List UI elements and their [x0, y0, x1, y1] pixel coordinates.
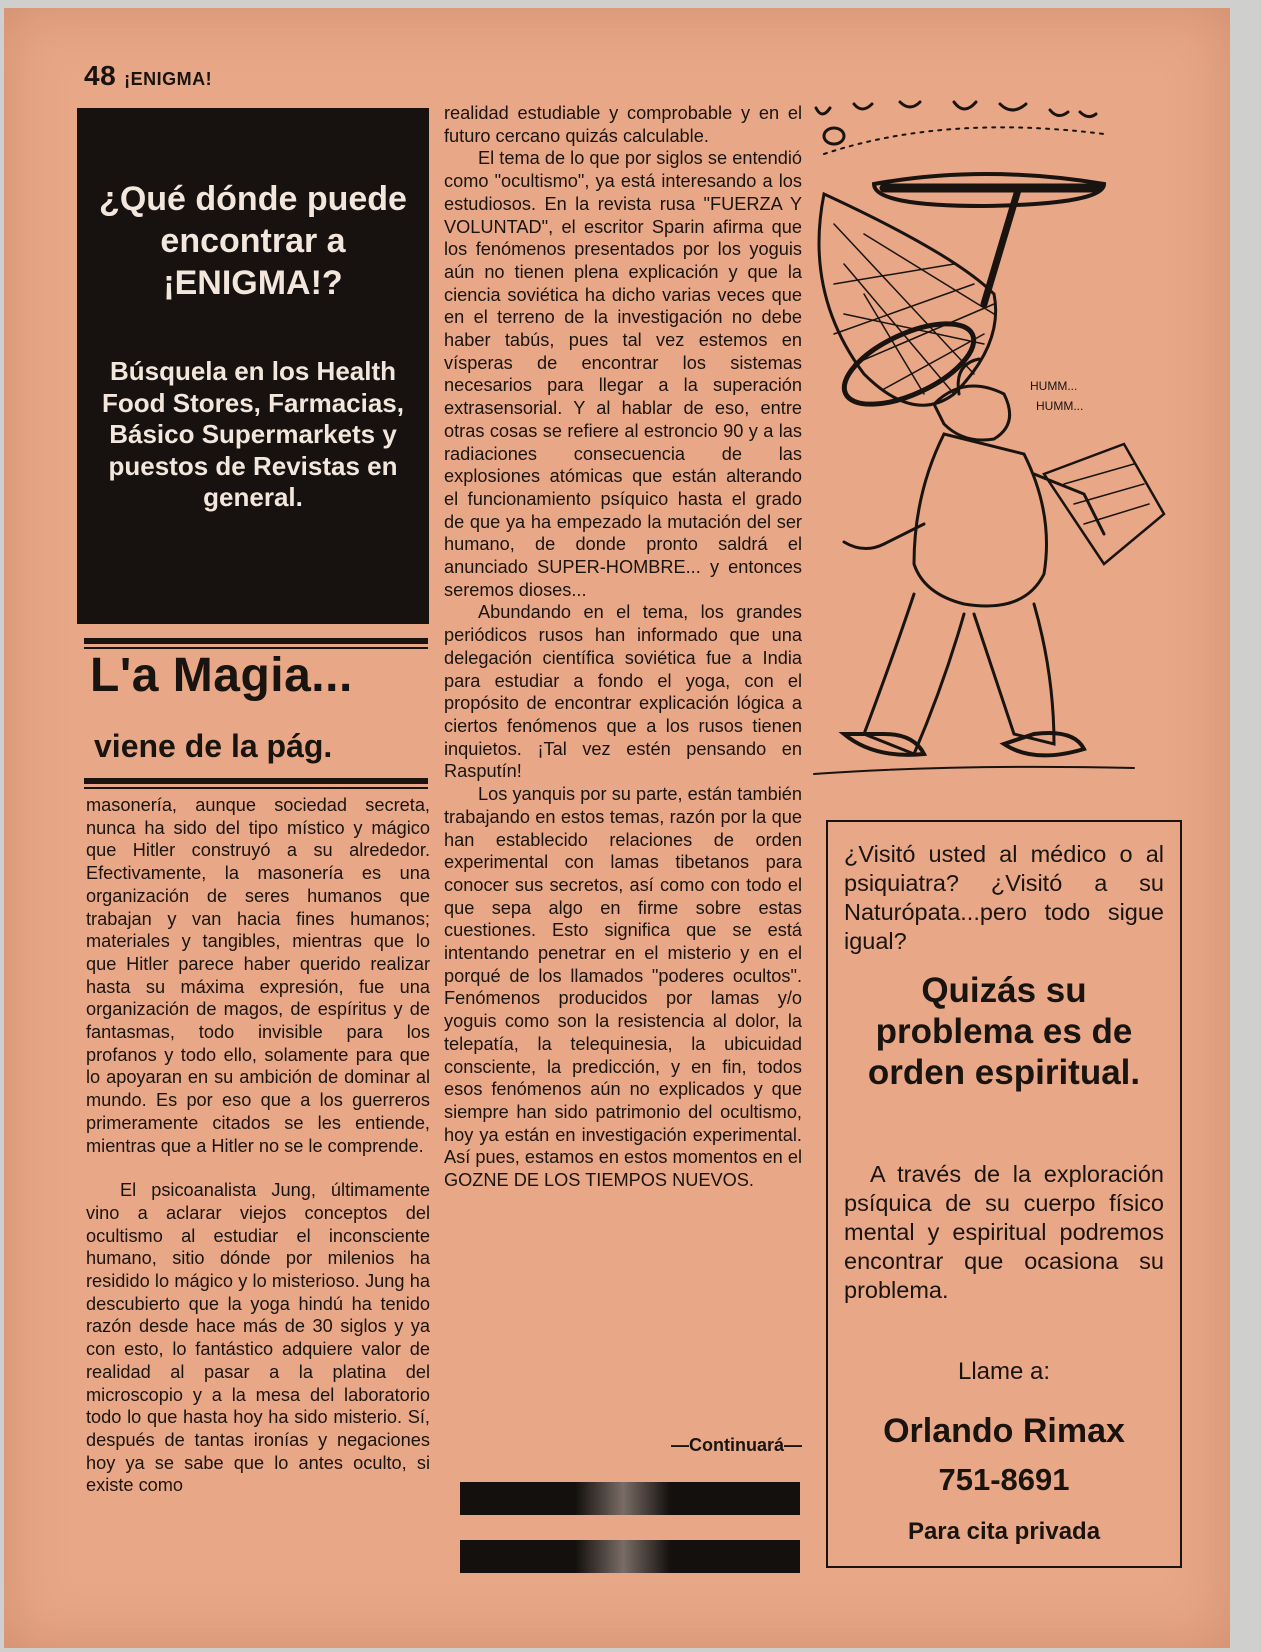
- paragraph: El tema de lo que por siglos se entendió como "ocultismo", ya está interesando a los estudiosos. En la revista rusa "FUERZA Y VOLUNTAD", el escritor Sparin afirma que los fenómenos presentados por los yoguis aún no tienen plena explicación y que la ciencia soviética ha dicho varias veces que en el terreno de la investigación no debe haber tabús, pues tal vez estemos en vísperas de encontrar los sistemas necesarios para llegar a la superación extrasensorial. Y al hablar de eso, entre otras cosas se refiere al estroncio 90 y a las radiaciones consecuencia de las explosiones atómicas que están alterando el funcionamiento psíquico hasta el grado de que ya ha empezado la mutación del ser humano, de donde pronto saldrá el anunciado SUPER-HOMBRE... y entonces seremos dioses...: [444, 148, 802, 600]
- page-header: [84, 60, 212, 92]
- article-column-2: [444, 102, 802, 1192]
- paragraph: El psicoanalista Jung, últimamente vino a aclarar viejos conceptos del ocultismo al estudiar el inconsciente humano, sitio dónde por milenios ha residido lo mágico y lo misterioso. Jung ha descubierto que la yoga hindú ha tenido razón desde hace más de 30 siglos y ya con esto, lo fantástico adquiere valor de realidad al pasar a la platina del microscopio y a la mesa del laboratorio todo lo que hasta hoy ha sido misterio. Sí, después de tantas ironías y negaciones hoy ya se sabe que lo antes oculto, si existe como: [86, 1180, 430, 1496]
- decorative-bar: [460, 1540, 800, 1573]
- paragraph: Abundando en el tema, los grandes periódicos rusos han informado que una delegación científica soviética fue a India para estudiar a fondo el yoga, con el propósito de encontrar explicación lógica a ciertos fenómenos que a los rusos tienen inquietos. ¡Tal vez estén pensando en Rasputín!: [444, 602, 802, 782]
- speech-text-2: HUMM...: [1036, 399, 1084, 413]
- decorative-bar: [460, 1482, 800, 1515]
- ad-private-note: Para cita privada: [907, 1518, 1101, 1545]
- article-column-1: [86, 794, 430, 1497]
- magazine-name: ¡ENIGMA!: [124, 69, 213, 89]
- ad-headline: Quizás su problema es de orden espiritual.: [867, 971, 1141, 1092]
- ad-contact-name: Orlando Rimax: [883, 1412, 1125, 1450]
- magazine-page: [4, 8, 1230, 1648]
- rule-bottom-thin: [84, 787, 428, 789]
- article-title: L'a Magia...: [90, 649, 353, 702]
- promo-title: ¿Qué dónde puede encontrar a ¡ENIGMA!?: [99, 180, 407, 302]
- speech-text-1: HUMM...: [1030, 379, 1078, 393]
- ad-phone: 751-8691: [938, 1462, 1070, 1497]
- rule-top-thick: [84, 638, 428, 644]
- advertisement-box: [826, 820, 1182, 1568]
- page-number: 48: [84, 60, 117, 91]
- paragraph: Los yanquis por su parte, están también trabajando en estos temas, razón por la que han establecido relaciones de orden experimental con lamas tibetanos para conocer sus secretos, así como con todo el que sepa algo en firme sobre estas cuestiones. Esto significa que se está intentando penetrar en el misterio y en el porqué de los llamados "poderes ocultos". Fenómenos producidos por lamas y/o yoguis como son la resistencia al dolor, la telepatía, la telequinesia, la ubicuidad consciente, la predicción, y en fin, todos esos fenómenos aún no explicados y que siempre han sido patrimonio del ocultismo, hoy ya están en investigación experimental. Así pues, estamos en estos momentos en el GOZNE DE LOS TIEMPOS NUEVOS.: [444, 784, 802, 1191]
- butterfly-net-man-illustration: [804, 94, 1204, 814]
- continued-label: —Continuará—: [670, 1435, 802, 1455]
- promo-body: Búsquela en los Health Food Stores, Farmacias, Básico Supermarkets y puestos de Revistas en general.: [102, 356, 404, 512]
- rule-bottom-thick: [84, 778, 428, 784]
- article-subtitle: viene de la pág.: [94, 728, 333, 764]
- ad-call-label: Llame a:: [957, 1358, 1051, 1385]
- ad-body: A través de la exploración psíquica de su cuerpo físico mental y espiritual podremos encontrar que ocasiona su problema.: [844, 1161, 1164, 1303]
- promo-box: [77, 108, 429, 624]
- ad-question: ¿Visitó usted al médico o al psiquiatra? ¿Visitó a su Naturópata...pero todo sigue igual?: [844, 841, 1164, 954]
- paragraph: masonería, aunque sociedad secreta, nunca ha sido del tipo místico y mágico que Hitler construyó a su alrededor. Efectivamente, la masonería es una organización de seres humanos que trabajan y van hacia fines humanos; materiales y tangibles, mientras que lo que Hitler parece haber querido realizar hasta su máxima expresión, fue una organización de magos, de espíritus y de fantasmas, todo invisible para los profanos y todo ello, solamente para que lo apoyaran en su ambición de dominar al mundo. Es por eso que a los guerreros primeramente citados se les entiende, mientras que a Hitler no se le comprende.: [86, 795, 430, 1156]
- paragraph: realidad estudiable y comprobable y en el futuro cercano quizás calculable.: [444, 103, 802, 146]
